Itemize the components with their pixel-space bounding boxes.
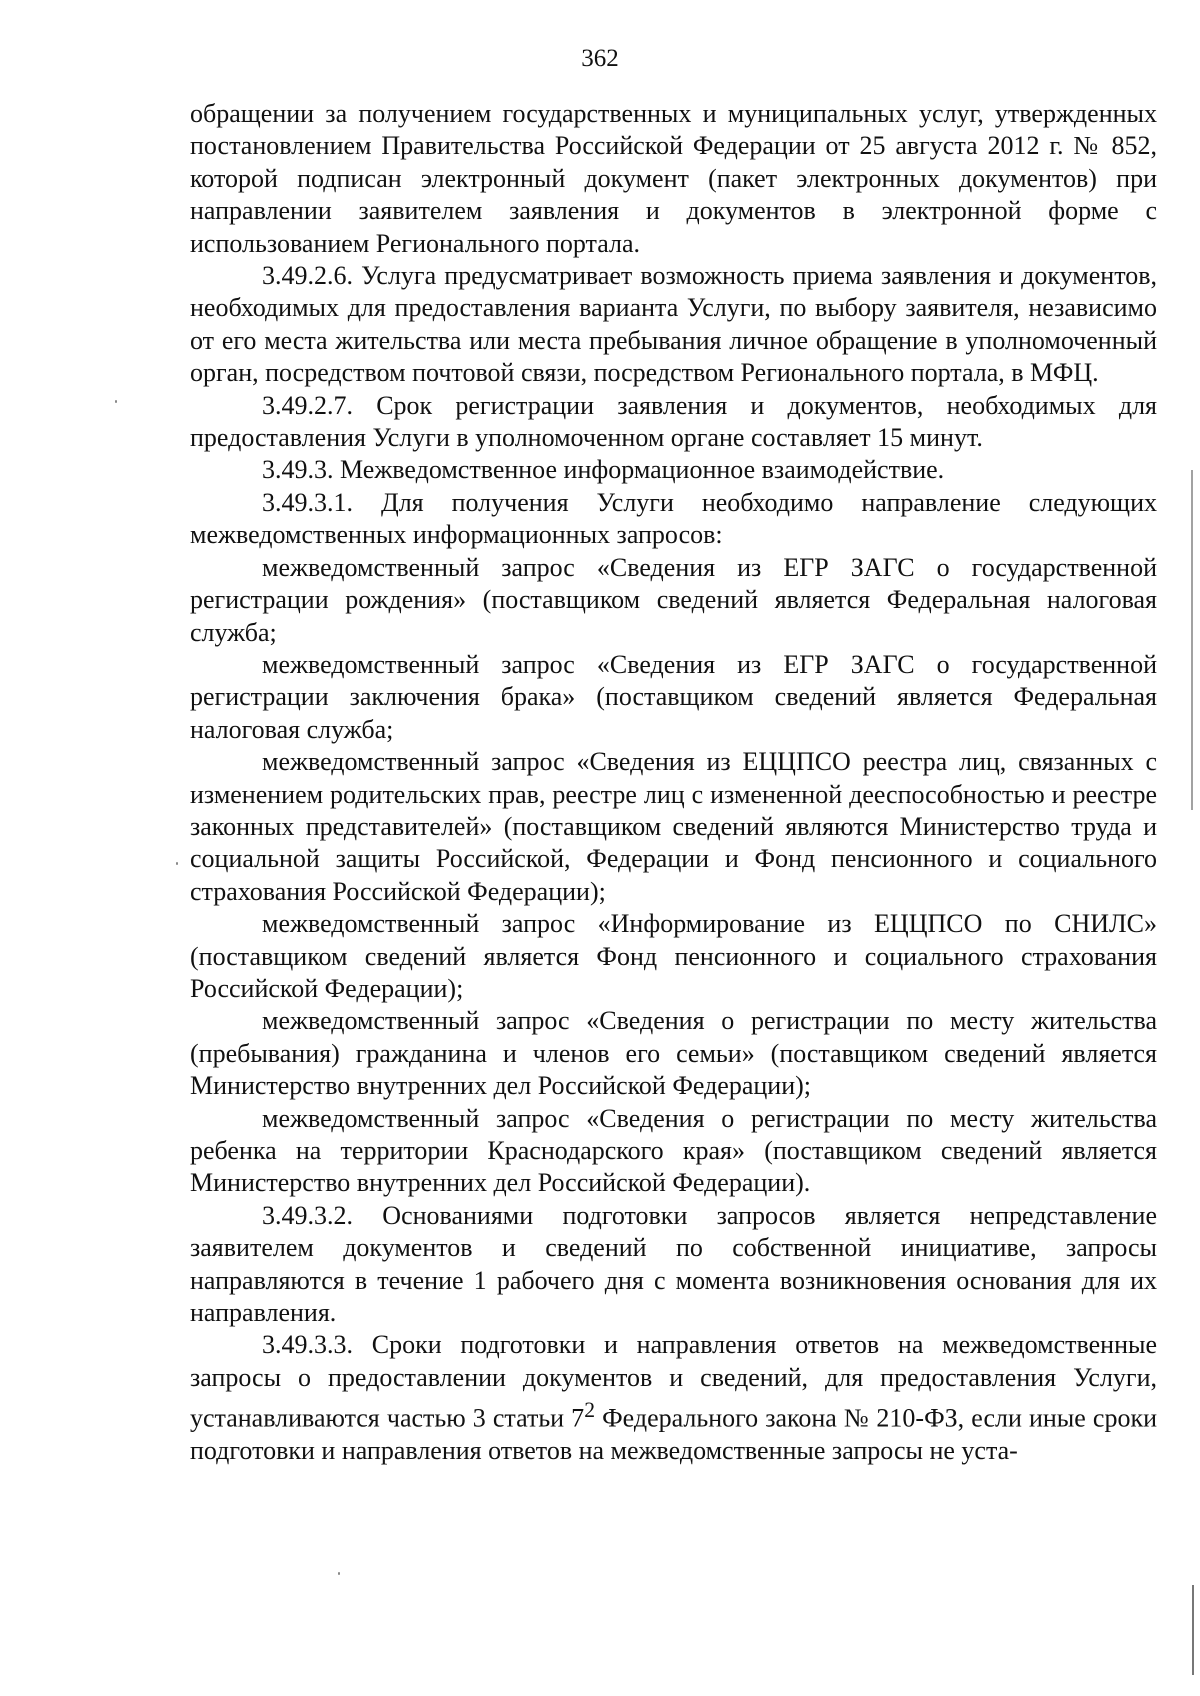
paragraph-3-49-3-1: 3.49.3.1. Для получения Услуги необходимо направление следующих межведомственных информационных запросов: xyxy=(190,487,1157,550)
paragraph-3-49-3-2: 3.49.3.2. Основаниями подготовки запросов является непредставление заявителем документов и сведений по собственной инициативе, запросы направляются в течение 1 рабочего дня с момента возникновения основания для их направления. xyxy=(190,1200,1157,1328)
request-item-family-residence: межведомственный запрос «Сведения о регистрации по месту жительства (пребывания) гражданина и членов его семьи» (поставщиком сведений является Министерство внутренних дел Российской Федерации); xyxy=(190,1006,1157,1101)
request-item-marriage-registration: межведомственный запрос «Сведения из ЕГР ЗАГС о государственной регистрации заключения брака» (поставщиком сведений является Федеральная налоговая служба; xyxy=(190,649,1157,744)
scan-edge-mark xyxy=(1191,470,1193,810)
request-item-snils: межведомственный запрос «Информирование из ЕЦЦПСО по СНИЛС» (поставщиком сведений является Фонд пенсионного и социального страхования Российской Федерации); xyxy=(190,909,1157,1003)
superscript-article-number: 2 xyxy=(584,1398,596,1423)
request-item-birth-registration: межведомственный запрос «Сведения из ЕГР ЗАГС о государственной регистрации рождения» (поставщиком сведений является Федеральная налоговая служба; xyxy=(190,552,1157,647)
paragraph-3-49-2-6: 3.49.2.6. Услуга предусматривает возможность приема заявления и документов, необходимых для предоставления варианта Услуги, по выбору заявителя, независимо от его места жительства или места пребывания личное обращение в уполномоченный орган, посредством почтовой связи, посредством Регионального портала, в МФЦ. xyxy=(190,261,1157,388)
request-item-parental-rights-registry: межведомственный запрос «Сведения из ЕЦЦПСО реестра лиц, связанных с изменением родительских прав, реестре лиц с измененной дееспособностью и реестре законных представителей» (поставщиком сведений являются Министерство труда и социальной защиты Российской, Федерации и Фонд пенсионного и социального страхования Российской Федерации); xyxy=(190,747,1157,906)
paragraph-3-49-3-3-start: 3.49.3.3. Сроки подготовки и направления ответов на межведомственные запросы о предоставлении документов и сведений, для предоставления Услуги, устанавливаются частью 3 статьи 7 xyxy=(190,1330,1157,1433)
scan-speck xyxy=(338,1572,340,1575)
paragraph-3-49-3-3 xyxy=(190,1329,1157,1467)
scan-speck xyxy=(115,400,117,403)
paragraph-3-49-3: 3.49.3. Межведомственное информационное взаимодействие. xyxy=(262,455,945,485)
paragraph-continuation: обращении за получением государственных и муниципальных услуг, утвержденных постановлением Правительства Российской Федерации от 25 августа 2012 г. № 852, которой подписан электронный документ (пакет электронных документов) при направлении заявителем заявления и документов в электронной форме с использованием Регионального портала. xyxy=(190,99,1157,258)
document-body xyxy=(190,98,1157,1468)
request-item-child-residence: межведомственный запрос «Сведения о регистрации по месту жительства ребенка на территории Краснодарского края» (поставщиком сведений является Министерство внутренних дел Российской Федерации). xyxy=(190,1103,1157,1198)
scan-edge-mark xyxy=(1192,1585,1194,1675)
paragraph-3-49-2-7: 3.49.2.7. Срок регистрации заявления и документов, необходимых для предоставления Услуги в уполномоченном органе составляет 15 минут. xyxy=(190,390,1157,453)
page-number: 362 xyxy=(581,45,619,72)
scan-speck xyxy=(176,862,178,865)
paragraph-3-49-3-3-end: Федерального закона № 210-ФЗ, если иные сроки подготовки и направления ответов на межведомственные запросы не уста- xyxy=(190,1403,1157,1466)
